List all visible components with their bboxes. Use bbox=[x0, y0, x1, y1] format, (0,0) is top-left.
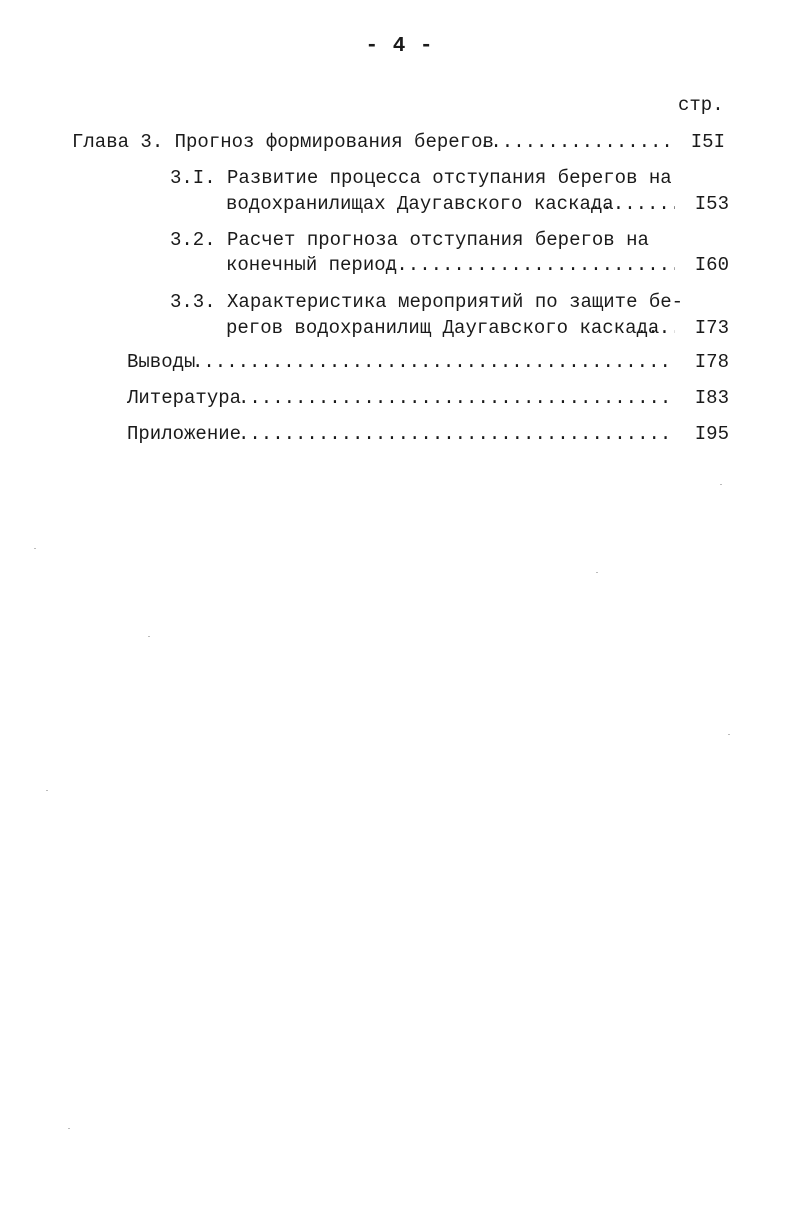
dot-leader bbox=[590, 193, 675, 215]
toc-entry-title: Глава 3. Прогноз формирования берегов bbox=[72, 131, 494, 153]
toc-entry-title-line1: 3.3. Характеристика мероприятий по защите бе- bbox=[170, 291, 684, 313]
page-number: - 4 - bbox=[365, 35, 434, 58]
scan-speck bbox=[34, 548, 36, 549]
scan-speck bbox=[596, 572, 598, 573]
scan-speck bbox=[148, 636, 150, 637]
scan-speck bbox=[720, 484, 722, 485]
toc-entry-page: I53 bbox=[694, 193, 729, 215]
toc-entry-page: I78 bbox=[694, 351, 729, 373]
toc-entry-title-line1: 3.I. Развитие процесса отступания берегов на bbox=[170, 167, 672, 189]
scan-speck bbox=[728, 734, 730, 735]
toc-entry-page: I73 bbox=[694, 317, 729, 339]
dot-leader bbox=[385, 254, 675, 276]
toc-entry-title-line2: регов водохранилищ Даугавского каскада bbox=[226, 317, 660, 339]
dot-leader bbox=[636, 317, 675, 339]
dot-leader bbox=[479, 131, 675, 153]
scan-speck bbox=[68, 1128, 70, 1129]
dot-leader bbox=[192, 351, 675, 373]
page-column-label: стр. bbox=[678, 94, 724, 116]
toc-entry-page: I83 bbox=[694, 387, 729, 409]
toc-entry-title-line2: конечный период bbox=[226, 254, 398, 276]
toc-entry-title: Приложение bbox=[127, 423, 242, 445]
toc-entry-page: I60 bbox=[694, 254, 729, 276]
toc-entry-title: Литература bbox=[127, 387, 242, 409]
toc-entry-title: Выводы bbox=[127, 351, 196, 373]
toc-entry-title-line2: водохранилищах Даугавского каскада bbox=[226, 193, 614, 215]
dot-leader bbox=[238, 387, 675, 409]
dot-leader bbox=[238, 423, 675, 445]
toc-entry-page: I5I bbox=[690, 131, 725, 153]
scan-speck bbox=[46, 790, 48, 791]
toc-entry-title-line1: 3.2. Расчет прогноза отступания берегов на bbox=[170, 229, 649, 251]
toc-entry-page: I95 bbox=[694, 423, 729, 445]
